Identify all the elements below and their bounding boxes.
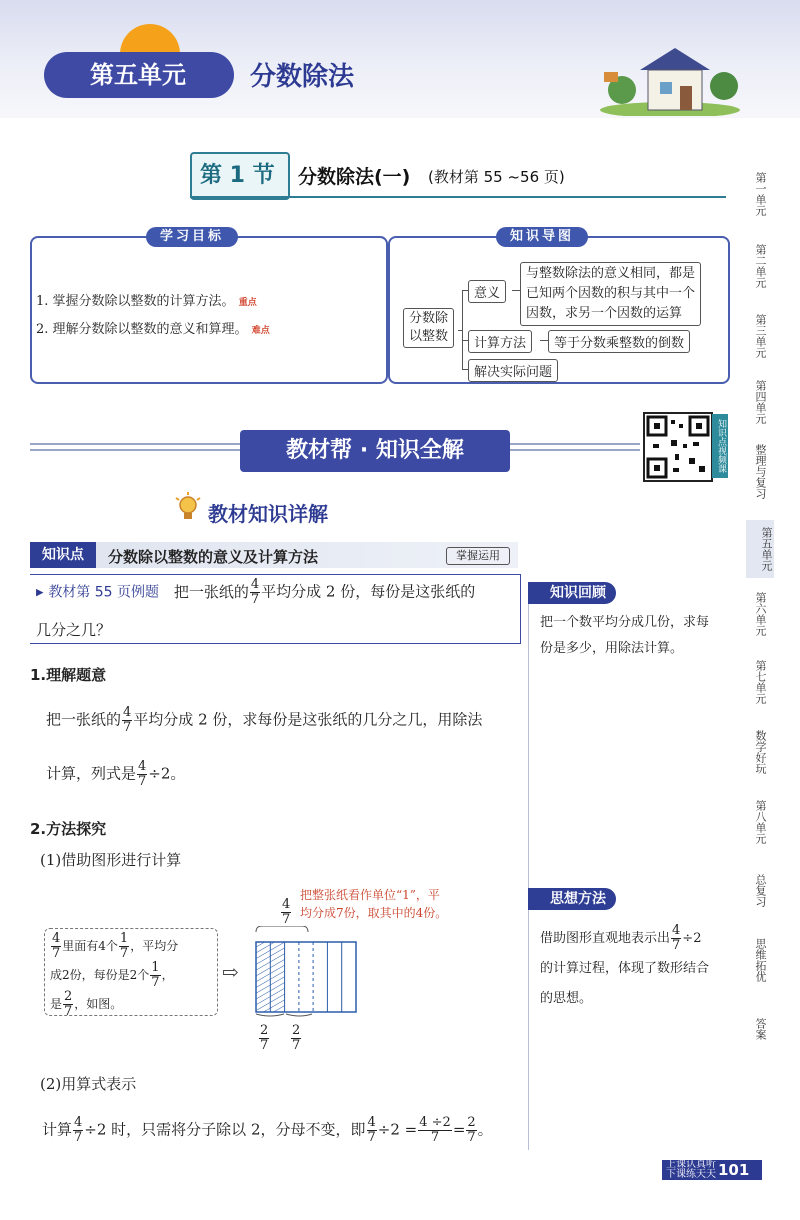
text: ，如图。 — [74, 997, 123, 1011]
mindmap-root-line: 分数除 — [409, 311, 449, 326]
side-tab-unit-2[interactable]: 第二单元 — [754, 244, 767, 288]
text: ，平均分 — [130, 939, 179, 953]
detail-heading: 教材知识详解 — [208, 502, 328, 526]
denominator: 7 — [250, 592, 260, 607]
fraction — [63, 990, 73, 1019]
fraction — [466, 1116, 476, 1145]
note-line: 把整张纸看作单位“1”，平 — [300, 888, 440, 902]
text: = — [452, 1120, 466, 1139]
band-divider — [510, 443, 640, 445]
slogan-line: 下课练天天 — [666, 1169, 716, 1180]
fraction — [51, 932, 61, 961]
goals-tag: 学习目标 — [146, 227, 238, 247]
denominator: 7 — [151, 975, 160, 990]
denominator: 7 — [467, 1130, 476, 1145]
band-title: 教材帮 · 知识全解 — [240, 430, 510, 472]
numerator: 4 — [123, 705, 132, 720]
goal-text: 2. 理解分数除以整数的意义和算理。 — [36, 322, 248, 337]
arrow-icon: ⇨ — [222, 960, 239, 984]
side-tab-unit-5[interactable]: 第五单元 — [746, 520, 774, 578]
example-line-2: 几分之几？ — [36, 621, 112, 639]
note-line: 份是多少，用除法计算。 — [540, 641, 684, 656]
method-note — [540, 924, 709, 1014]
text: 平均分成 2 份，求每份是这张纸的几分之几，用除法 — [133, 710, 483, 729]
side-tab-unit-7[interactable]: 第七单元 — [754, 660, 767, 704]
diagram-top-fraction — [281, 898, 291, 927]
denominator: 7 — [74, 1130, 83, 1145]
note-line: 与整数除法的意义相同，都是 — [526, 266, 696, 281]
fraction — [150, 961, 160, 990]
slogan-line: 上课认真听 — [666, 1159, 716, 1170]
side-tab-thinking[interactable]: 思维拓优 — [754, 938, 767, 982]
qr-code-icon[interactable] — [643, 412, 713, 482]
knowledge-point-tag: 知识点 — [30, 542, 96, 568]
example-text: 平均分成 2 份，每份是这张纸的 — [261, 582, 476, 601]
goal-item — [36, 318, 270, 337]
numerator: 4 — [74, 1115, 83, 1130]
side-tab-answers[interactable]: 答案 — [754, 1018, 767, 1040]
house-illustration — [600, 40, 740, 116]
denominator: 7 — [292, 1038, 301, 1053]
difficulty-mark: 难点 — [251, 326, 270, 336]
goal-item — [36, 290, 257, 309]
numerator: 4 — [250, 577, 260, 592]
text: ÷2 时，只需将分子除以 2，分母不变，即 — [84, 1120, 366, 1139]
formula-line — [42, 1116, 532, 1145]
goals-panel — [30, 236, 388, 384]
numerator: 1 — [151, 960, 160, 975]
fraction — [137, 760, 147, 789]
unit-label: 第五单元 — [44, 52, 234, 98]
side-tab-unit-1[interactable]: 第一单元 — [754, 172, 767, 216]
qr-label: 知识点视频课 — [712, 414, 728, 478]
fraction — [73, 1116, 83, 1145]
side-tab-unit-3[interactable]: 第三单元 — [754, 314, 767, 358]
explanation-line — [50, 961, 178, 990]
diagram-annotation — [300, 886, 447, 922]
denominator: 7 — [430, 1130, 440, 1145]
section-number: 第 1 节 — [200, 163, 275, 188]
play-icon: ▸ — [36, 582, 44, 601]
denominator: 7 — [64, 1004, 73, 1019]
fraction — [418, 1116, 452, 1145]
explanation-text — [50, 932, 178, 1019]
numerator: 2 — [467, 1115, 476, 1130]
numerator: 2 — [64, 989, 73, 1004]
fraction — [119, 932, 129, 961]
diagram-bottom-fraction — [259, 1024, 269, 1053]
subheading-graphic: (1)借助图形进行计算 — [40, 851, 182, 869]
denominator: 7 — [260, 1038, 269, 1053]
mindmap-root — [403, 308, 454, 348]
text: 成2份，每份是2个 — [50, 968, 150, 982]
page-number: 101 — [718, 1161, 750, 1179]
fraction — [250, 578, 260, 607]
key-point-mark: 重点 — [238, 298, 257, 308]
example-ref: 教材第 55 页例题 — [48, 584, 160, 601]
note-line: 的思想。 — [540, 991, 593, 1006]
numerator: 4 — [367, 1115, 376, 1130]
heading-method: 2.方法探究 — [30, 820, 107, 838]
subheading-formula: (2)用算式表示 — [40, 1075, 137, 1093]
review-tag: 知识回顾 — [528, 582, 616, 604]
text: ， — [161, 968, 174, 982]
explanation-line — [50, 932, 178, 961]
column-divider — [528, 590, 529, 1150]
numerator: 4 — [138, 759, 147, 774]
side-tab-unit-8[interactable]: 第八单元 — [754, 800, 767, 844]
mastery-badge: 掌握运用 — [446, 547, 510, 565]
text: 借助图形直观地表示出 — [540, 931, 671, 946]
mindmap-branch: 意义 — [468, 280, 506, 303]
text: 是 — [50, 997, 63, 1011]
mindmap-branch: 解决实际问题 — [468, 359, 558, 382]
text: ÷2 = — [377, 1120, 418, 1139]
section-underline — [190, 196, 726, 198]
numerator: 1 — [119, 931, 129, 946]
diagram-bottom-fraction — [291, 1024, 301, 1053]
fraction — [367, 1116, 377, 1145]
unit-title: 分数除法 — [250, 62, 355, 92]
denominator: 7 — [138, 774, 147, 789]
denominator: 7 — [52, 946, 61, 961]
note-line: 因数，求另一个因数的运算 — [526, 306, 683, 321]
text: 把一张纸的 — [46, 710, 122, 729]
example-line-1 — [36, 578, 516, 607]
denominator: 7 — [119, 946, 129, 961]
note-line: 均分成7份，取其中的4份。 — [300, 906, 448, 920]
section-name: 分数除法(一) — [298, 166, 411, 188]
numerator: 4 — [282, 897, 291, 912]
denominator: 7 — [282, 912, 291, 927]
mindmap-root-line: 以整数 — [409, 329, 449, 344]
section1-line-1 — [46, 706, 482, 735]
heading-understand: 1.理解题意 — [30, 666, 107, 684]
denominator: 7 — [672, 938, 681, 953]
numerator: 4 — [672, 923, 681, 938]
section-pages: (教材第 55 ~56 页) — [428, 168, 565, 186]
numerator: 2 — [260, 1023, 269, 1038]
side-tab-unit-6[interactable]: 第六单元 — [754, 592, 767, 636]
numerator: 4 — [52, 931, 61, 946]
section1-line-2 — [46, 760, 185, 789]
band-divider — [30, 449, 240, 451]
note-line: 把一个数平均分成几份，求每 — [540, 615, 710, 630]
side-tab-fun-math[interactable]: 数学好玩 — [754, 730, 767, 774]
mindmap-connector — [512, 290, 520, 291]
side-tab-final-review[interactable]: 总复习 — [754, 874, 767, 907]
text: ÷2。 — [148, 764, 186, 783]
lightbulb-icon — [174, 492, 202, 524]
note-line: 已知两个因数的积与其中一个 — [526, 286, 696, 301]
side-tab-unit-4[interactable]: 第四单元 — [754, 380, 767, 424]
knowledge-point-title: 分数除以整数的意义及计算方法 — [108, 548, 319, 566]
text: ÷2 — [682, 931, 702, 946]
note-line — [540, 924, 709, 954]
denominator: 7 — [367, 1130, 376, 1145]
text: 。 — [477, 1120, 493, 1139]
method-tag: 思想方法 — [528, 888, 616, 910]
band-divider — [510, 449, 640, 451]
mindmap-meaning-note — [520, 262, 701, 326]
footer-slogan — [666, 1160, 716, 1180]
text: 计算，列式是 — [46, 764, 137, 783]
mindmap-connector — [540, 340, 548, 341]
text: 里面有4个 — [62, 939, 118, 953]
mindmap-tag: 知识导图 — [496, 227, 588, 247]
mindmap-branch: 计算方法 — [468, 330, 532, 353]
mindmap-connector — [458, 330, 463, 331]
fraction — [122, 706, 132, 735]
fraction — [671, 924, 681, 953]
explanation-line — [50, 990, 178, 1019]
fraction-diagram — [252, 926, 360, 1018]
mindmap-method-note: 等于分数乘整数的倒数 — [548, 330, 690, 353]
denominator: 7 — [123, 720, 132, 735]
side-tab-review[interactable]: 整理与复习 — [754, 444, 767, 499]
note-line: 的计算过程，体现了数形结合 — [540, 961, 710, 976]
review-note — [540, 610, 709, 662]
text: 计算 — [42, 1120, 73, 1139]
footer-badge — [662, 1160, 762, 1180]
band-divider — [30, 443, 240, 445]
goal-text: 1. 掌握分数除以整数的计算方法。 — [36, 294, 235, 309]
example-text: 把一张纸的 — [173, 582, 249, 601]
numerator: 2 — [292, 1023, 301, 1038]
numerator: 4 ÷2 — [419, 1115, 451, 1130]
